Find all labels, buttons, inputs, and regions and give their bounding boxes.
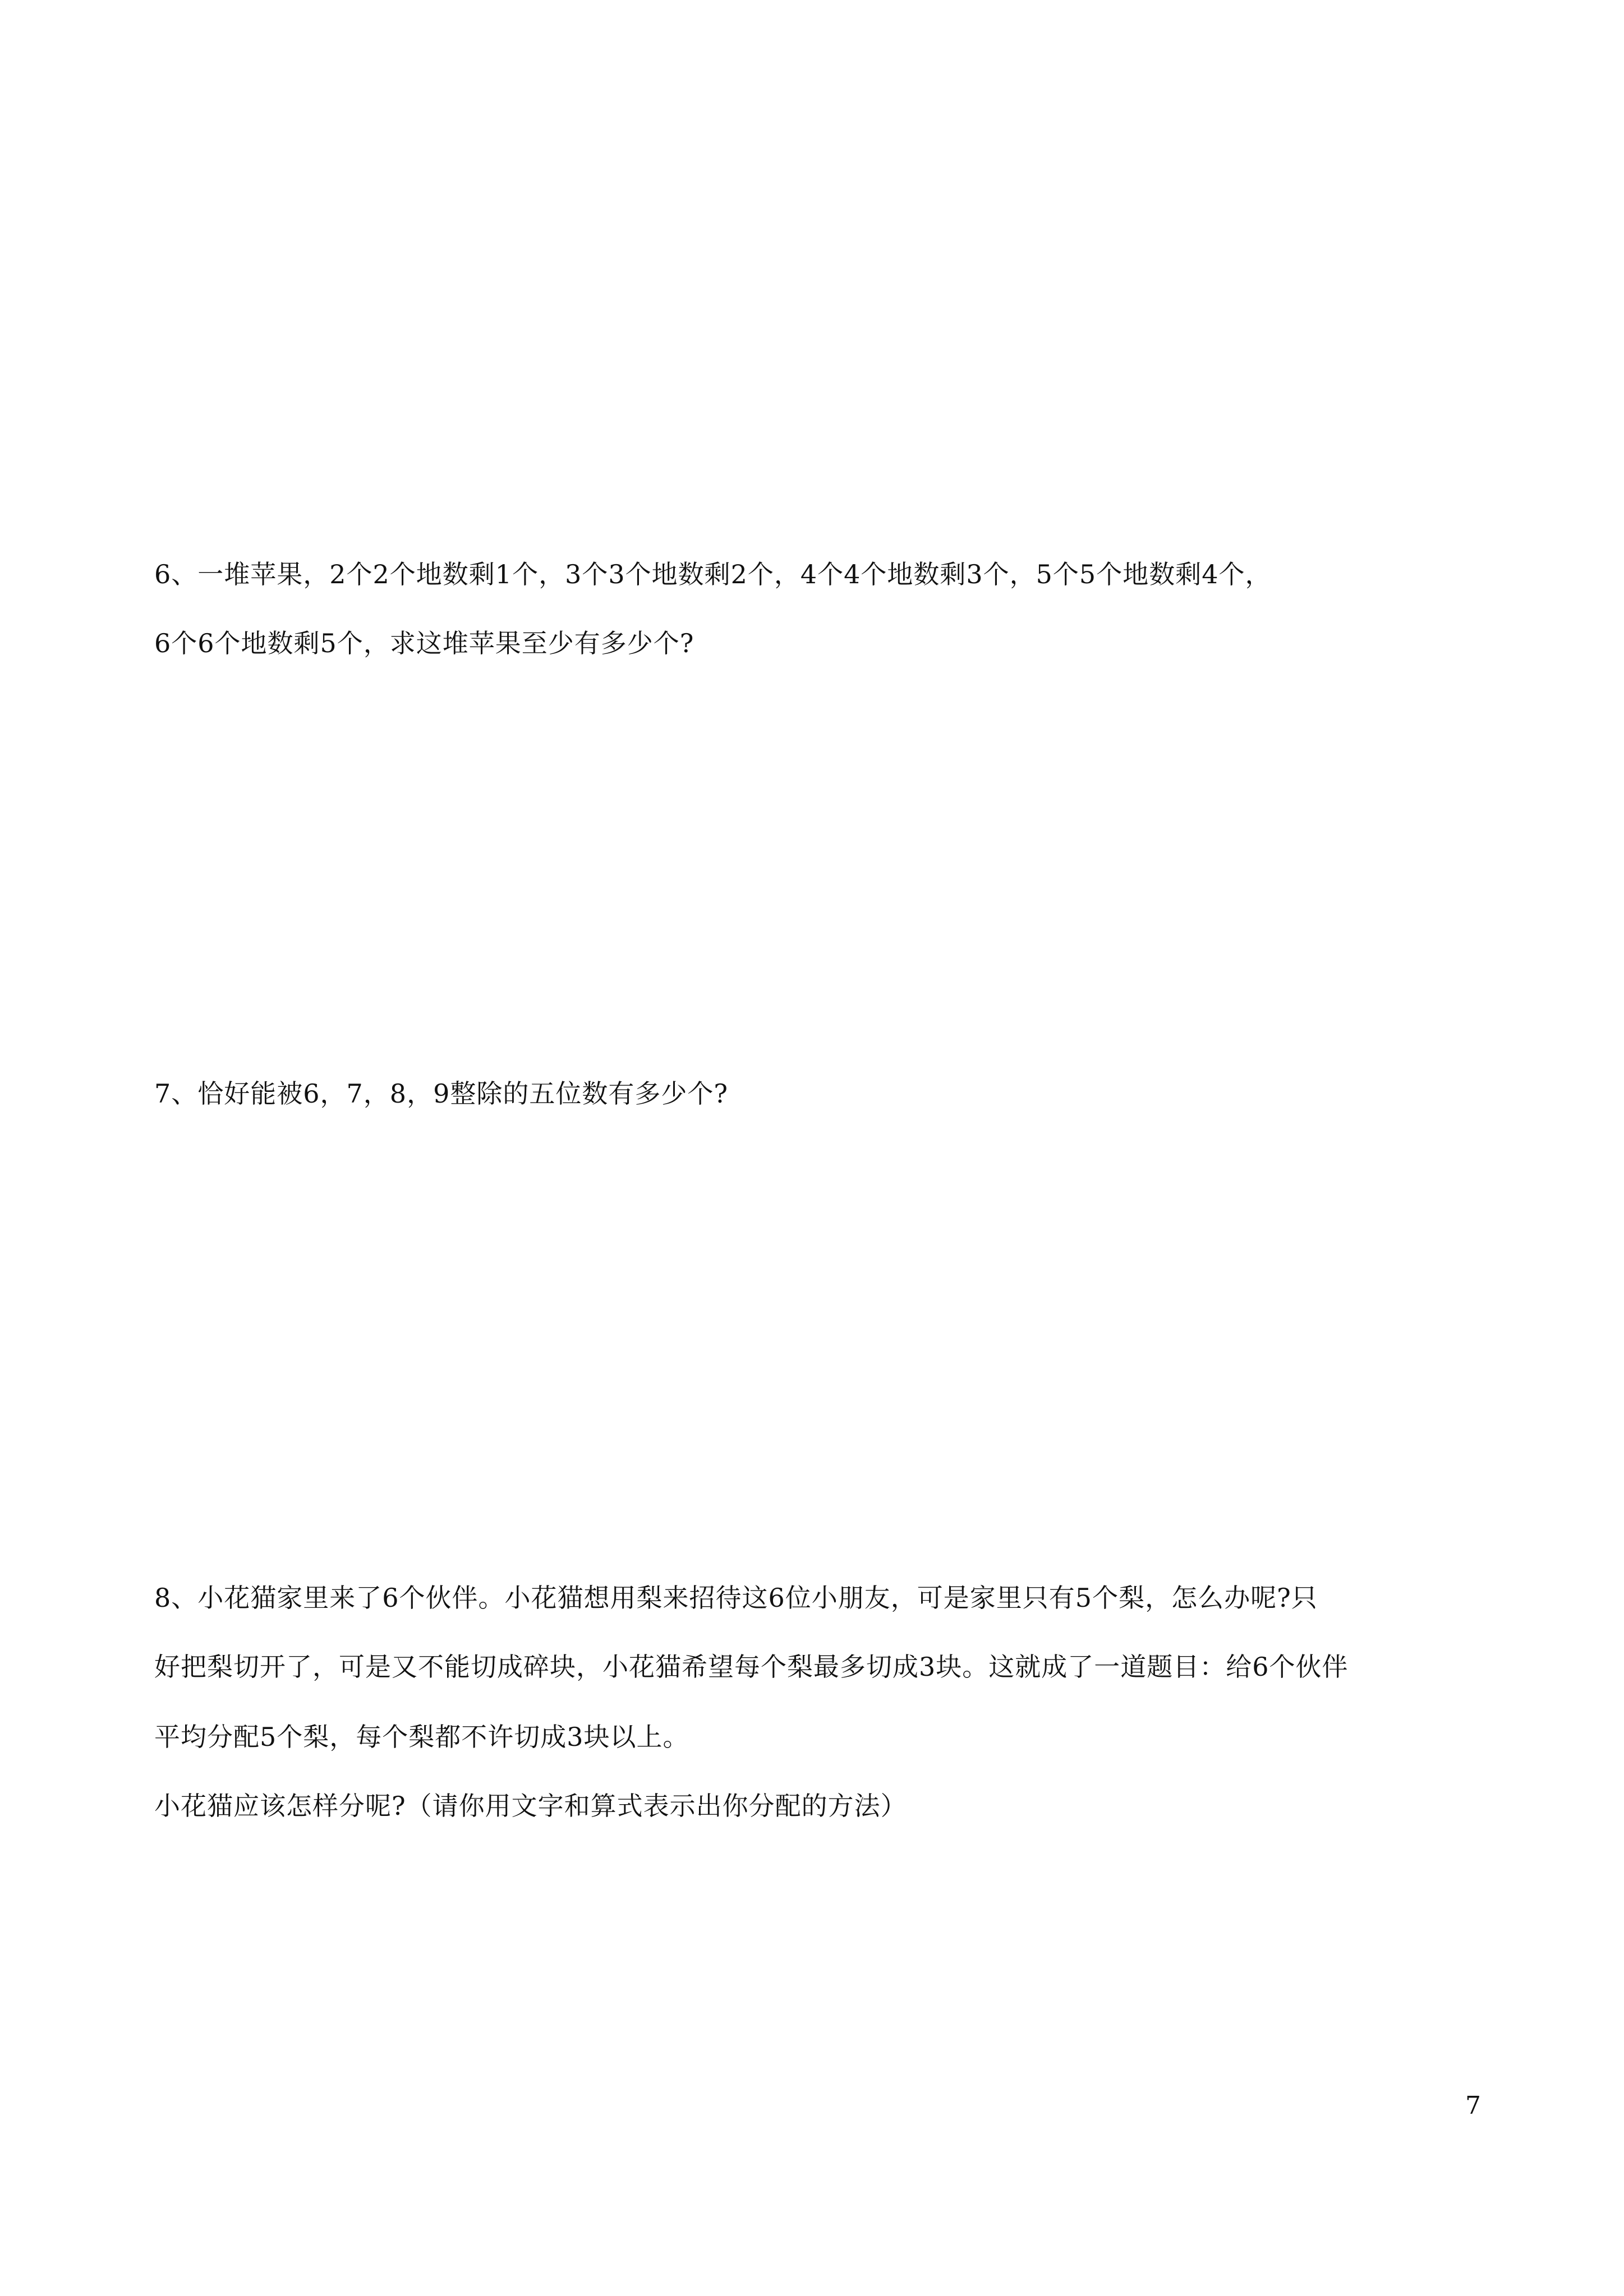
question-6-line-2: 6个6个地数剩5个，求这堆苹果至少有多少个? — [154, 628, 694, 658]
question-8-line-2: 好把梨切开了，可是又不能切成碎块，小花猫希望每个梨最多切成3块。这就成了一道题目：给6个伙伴 — [154, 1652, 1349, 1682]
question-8-line-1: 8、小花猫家里来了6个伙伴。小花猫想用梨来招待这6位小朋友，可是家里只有5个梨，怎么办呢?只 — [154, 1583, 1318, 1613]
question-6-line-1: 6、一堆苹果，2个2个地数剩1个，3个3个地数剩2个，4个4个地数剩3个，5个5个地数剩4个， — [154, 559, 1272, 589]
page-number: 7 — [1465, 2091, 1481, 2120]
question-8-line-3: 平均分配5个梨，每个梨都不许切成3块以上。 — [154, 1722, 689, 1752]
question-8-line-4: 小花猫应该怎样分呢?（请你用文字和算式表示出你分配的方法） — [154, 1791, 907, 1821]
question-7-line-1: 7、恰好能被6，7，8，9整除的五位数有多少个? — [154, 1078, 728, 1109]
